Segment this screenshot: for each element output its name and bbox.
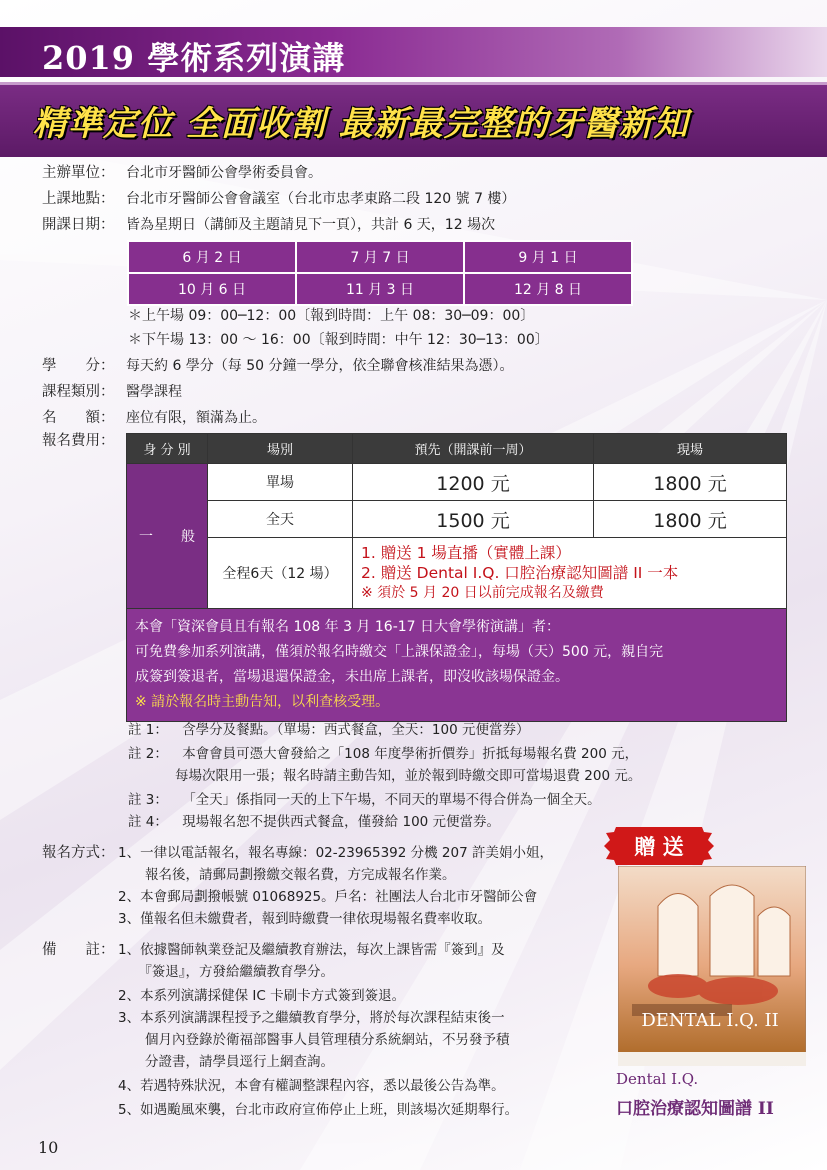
credit-value: 每天約 6 學分（每 50 分鐘一學分，依全聯會核准結果為憑）。 bbox=[126, 358, 514, 374]
quota-label: 名 額： bbox=[42, 410, 115, 426]
gift-line: 2. 贈送 Dental I.Q. 口腔治療認知圖譜 II 一本 bbox=[361, 564, 679, 582]
registration-label: 報名方式： bbox=[42, 845, 115, 861]
course-date: 9 月 1 日 bbox=[464, 241, 632, 273]
series-title: 2019 學術系列演講 bbox=[42, 39, 346, 77]
book-cover-image bbox=[618, 866, 806, 1066]
book-caption-en: Dental I.Q. bbox=[616, 1070, 699, 1088]
note-3 bbox=[128, 790, 601, 810]
gift-badge-text: 贈 送 bbox=[634, 835, 684, 859]
organizer-label: 主辦單位： bbox=[42, 165, 115, 181]
remark-line: 分證書，請學員逕行上網查詢。 bbox=[118, 1054, 334, 1070]
remark-line: 『簽退』，方發給繼續教育學分。 bbox=[118, 964, 334, 980]
remarks-label: 備 註： bbox=[42, 942, 115, 958]
member-line: 本會「資深會員且有報名 bbox=[135, 619, 289, 635]
fee-type-full: 全程6天（12 場） bbox=[208, 538, 353, 609]
note-text: 現場報名恕不提供西式餐盒，僅發給 100 元便當券。 bbox=[182, 814, 501, 830]
note-2-cont: 每場次限用一張；報名時請主動告知，並於報到時繳交即可當場退費 200 元。 bbox=[175, 768, 642, 784]
remark-line: 2、本系列演講採健保 IC 卡刷卡方式簽到簽退。 bbox=[118, 988, 406, 1004]
credit-label: 學 分： bbox=[42, 358, 115, 374]
dates-desc: 皆為星期日（講師及主題請見下一頁），共計 6 天，12 場次 bbox=[126, 217, 496, 233]
venue-value: 台北市牙醫師公會會議室（台北市忠孝東路二段 120 號 7 樓） bbox=[126, 191, 516, 207]
fee-label: 報名費用： bbox=[42, 433, 115, 449]
remark-line: 1、依據醫師執業登記及繼續教育辦法，每次上課皆需『簽到』及 bbox=[118, 942, 505, 958]
fee-type: 全天 bbox=[208, 501, 353, 538]
member-line: 可免費參加系列演講，僅須於報名時繳交「上課保證金」，每場（天）500 元，親自完 bbox=[135, 644, 664, 660]
course-date: 6 月 2 日 bbox=[128, 241, 296, 273]
quota-value: 座位有限，額滿為止。 bbox=[126, 410, 266, 426]
course-date: 12 月 8 日 bbox=[464, 273, 632, 305]
venue-label: 上課地點： bbox=[42, 191, 115, 207]
remark-line: 4、若遇特殊狀況，本會有權調整課程內容，悉以最後公告為準。 bbox=[118, 1078, 505, 1094]
organizer-value: 台北市牙醫師公會學術委員會。 bbox=[126, 165, 322, 181]
book-cover-title: DENTAL I.Q. II bbox=[641, 1010, 779, 1031]
course-date: 7 月 7 日 bbox=[296, 241, 464, 273]
registration-line: 1、一律以電話報名，報名專線：02-23965392 分機 207 許美娟小姐， bbox=[118, 845, 553, 861]
note-2 bbox=[128, 744, 638, 764]
course-dates-table bbox=[127, 240, 633, 306]
course-value: 醫學課程 bbox=[126, 384, 182, 400]
fee-onsite-price: 1800 元 bbox=[594, 501, 787, 538]
slogan-text: 精準定位 全面收割 最新最完整的牙醫新知 bbox=[33, 104, 689, 144]
registration-line: 3、僅報名但未繳費者，報到時繳費一律依現場報名費率收取。 bbox=[118, 911, 492, 927]
fee-header-identity: 身 分 別 bbox=[127, 434, 208, 464]
note-text: 「全天」係指同一天的上下午場，不同天的單場不得合併為一個全天。 bbox=[182, 792, 601, 808]
fee-header-type: 場別 bbox=[208, 434, 353, 464]
slogan-banner bbox=[0, 82, 827, 157]
course-date: 10 月 6 日 bbox=[128, 273, 296, 305]
series-header-bar bbox=[0, 27, 827, 77]
registration-line: 2、本會郵局劃撥帳號 01068925。戶名：社團法人台北市牙醫師公會 bbox=[118, 889, 538, 905]
fee-type: 單場 bbox=[208, 464, 353, 501]
morning-session: ＊上午場 09：00─12：00〔報到時間：上午 08：30─09：00〕 bbox=[128, 308, 535, 324]
note-key: 註 4： bbox=[128, 814, 168, 830]
member-line: 成簽到簽退者，當場退還保證金，未出席上課者，即沒收該場保證金。 bbox=[135, 669, 569, 685]
afternoon-session: ＊下午場 13：00 ～ 16：00〔報到時間：中午 12：30─13：00〕 bbox=[128, 332, 549, 348]
gift-line: 1. 贈送 1 場直播（實體上課） bbox=[361, 544, 571, 562]
note-key: 註 2： bbox=[128, 746, 168, 762]
fee-header-onsite: 現場 bbox=[594, 434, 787, 464]
page-number: 10 bbox=[38, 1138, 59, 1157]
fee-header-early: 預先（開課前一周） bbox=[353, 434, 594, 464]
member-line: 108 年 3 月 16-17 日大會學術演講」者： bbox=[289, 619, 561, 635]
note-key: 註 1： bbox=[128, 722, 168, 738]
fee-early-price: 1500 元 bbox=[353, 501, 594, 538]
note-1 bbox=[128, 720, 530, 740]
note-key: 註 3： bbox=[128, 792, 168, 808]
note-text: 含學分及餐點。（單場：西式餐盒，全天：100 元便當券） bbox=[182, 722, 530, 738]
dates-label: 開課日期： bbox=[42, 217, 115, 233]
full-course-gifts bbox=[353, 538, 787, 609]
remark-line: 3、本系列演講課程授予之繼續教育學分，將於每次課程結束後一 bbox=[118, 1010, 505, 1026]
course-date: 11 月 3 日 bbox=[296, 273, 464, 305]
gift-deadline: ※ 須於 5 月 20 日以前完成報名及繳費 bbox=[361, 585, 604, 601]
fee-onsite-price: 1800 元 bbox=[594, 464, 787, 501]
member-offer bbox=[127, 609, 787, 722]
remark-line: 5、如遇颱風來襲，台北市政府宣佈停止上班，則該場次延期舉行。 bbox=[118, 1102, 519, 1118]
remark-line: 個月內登錄於衛福部醫事人員管理積分系統網站，不另發予積 bbox=[118, 1032, 510, 1048]
fee-early-price: 1200 元 bbox=[353, 464, 594, 501]
registration-line: 報名後，請郵局劃撥繳交報名費，方完成報名作業。 bbox=[118, 867, 456, 883]
fee-table bbox=[126, 433, 787, 722]
course-label: 課程類別： bbox=[42, 384, 115, 400]
note-text: 本會會員可憑大會發給之「108 年度學術折價券」折抵每場報名費 200 元， bbox=[182, 746, 639, 762]
fee-category: 一 般 bbox=[127, 464, 208, 609]
gift-badge bbox=[604, 827, 714, 865]
member-reminder: ※ 請於報名時主動告知，以利查核受理。 bbox=[135, 694, 390, 710]
note-4 bbox=[128, 812, 500, 832]
book-caption-zh: 口腔治療認知圖譜 II bbox=[616, 1099, 774, 1119]
